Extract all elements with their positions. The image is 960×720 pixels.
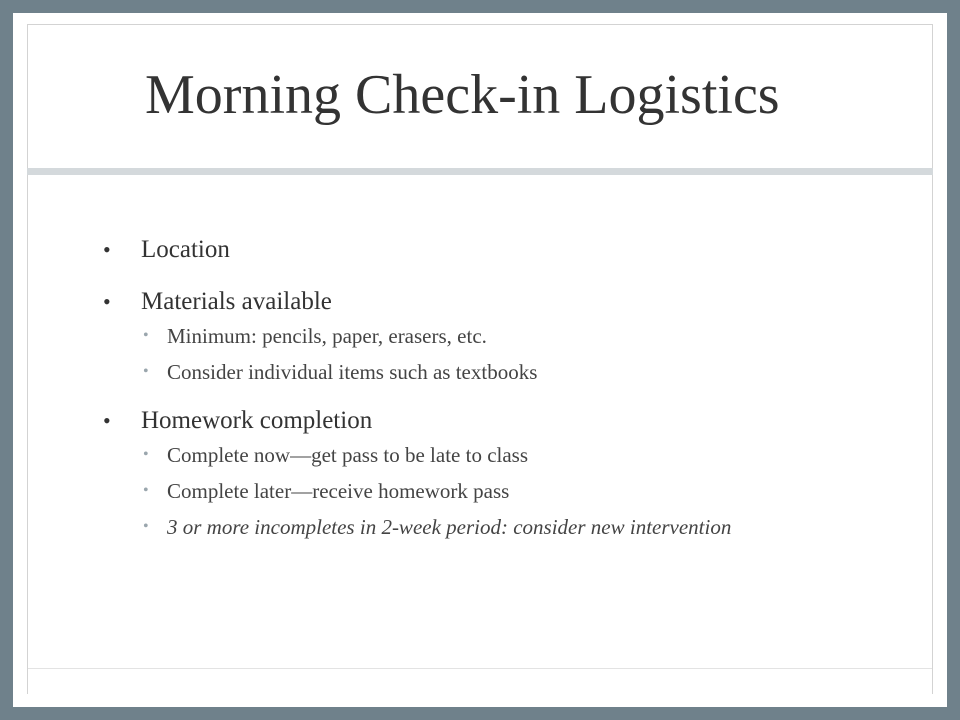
slide [13, 13, 947, 707]
bullet-list [103, 235, 803, 539]
bullet-text: Materials available [141, 288, 332, 315]
bullet-item-homework [103, 406, 803, 539]
sub-bullet-dot-icon: • [143, 363, 149, 380]
sub-bullet-dot-icon: • [143, 446, 149, 463]
bullet-dot-icon: • [103, 289, 111, 314]
sub-bullet-text: 3 or more incompletes in 2-week period: consider new intervention [167, 515, 732, 539]
bullet-text: Location [141, 236, 230, 263]
sub-bullet-item [141, 443, 803, 467]
title-divider [27, 168, 933, 175]
sub-bullet-item [141, 479, 803, 503]
sub-bullet-text: Minimum: pencils, paper, erasers, etc. [167, 324, 487, 348]
sub-bullet-item [141, 324, 803, 348]
sub-bullet-dot-icon: • [143, 482, 149, 499]
sub-bullet-list [141, 443, 803, 539]
sub-bullet-list [141, 324, 803, 384]
bullet-dot-icon: • [103, 408, 111, 433]
bullet-dot-icon: • [103, 237, 111, 262]
bullet-text: Homework completion [141, 407, 373, 434]
sub-bullet-text: Consider individual items such as textbooks [167, 360, 538, 384]
bullet-item-location [103, 235, 803, 265]
sub-bullet-dot-icon: • [143, 518, 149, 535]
bullet-item-materials [103, 287, 803, 384]
slide-footer-band [28, 668, 932, 694]
sub-bullet-text: Complete now—get pass to be late to class [167, 443, 529, 467]
slide-title: Morning Check-in Logistics [145, 64, 780, 126]
sub-bullet-item [141, 515, 803, 539]
sub-bullet-item [141, 360, 803, 384]
sub-bullet-text: Complete later—receive homework pass [167, 479, 510, 503]
sub-bullet-dot-icon: • [143, 327, 149, 344]
